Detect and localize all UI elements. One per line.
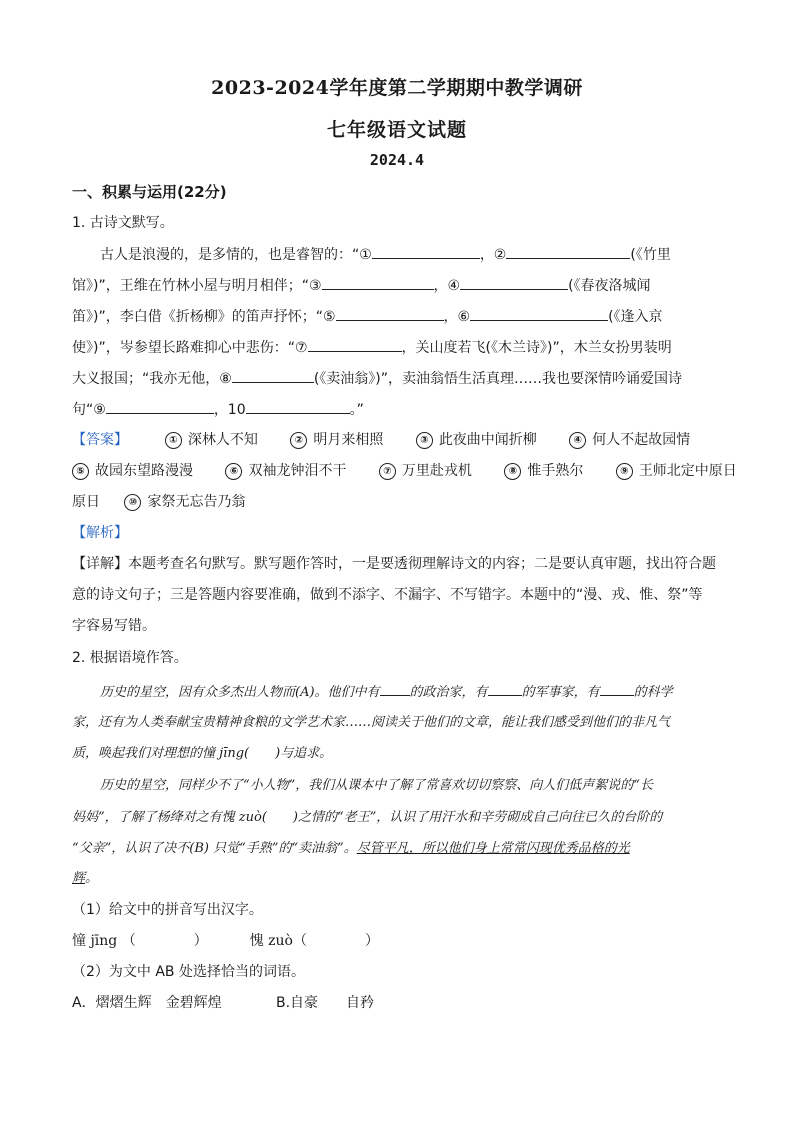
question-1-label: 1. 古诗文默写。 — [72, 215, 174, 231]
blank-9 — [106, 399, 214, 414]
answer-10: 家祭无忘告乃翁 — [147, 494, 246, 510]
page-subtitle: 七年级语文试题 — [326, 119, 467, 141]
passage-line-4: 历史的星空，同样少不了“小人物”，我们从课本中了解了常喜欢切切察察、向人们低声絮说的“长 — [100, 778, 653, 793]
blank-8 — [232, 368, 314, 383]
answer-5: 故园东望路漫漫 — [95, 463, 193, 479]
question-2-label: 2. 根据语境作答。 — [72, 650, 188, 666]
passage-line-1: 历史的星空，因有众多杰出人物而(A)。他们中有 的政治家，有 的军事家，有 的科学 — [100, 681, 673, 703]
underlined-sentence: 尽管平凡，所以他们身上常常闪现优秀品格的光 — [356, 841, 630, 856]
answer-row-1: 【答案】 ① 深林人不知 ② 明月来相照 ③ 此夜曲中闻折柳 ④ 何人不起故园情 — [72, 432, 691, 448]
passage-line-3: 质，唤起我们对理想的憧 jīng( )与追求。 — [72, 746, 333, 761]
passage-line-6: “父亲”，认识了决不(B) 只觉“手熟”的“卖油翁”。尽管平凡，所以他们身上常常闪现优秀品格的光 — [72, 841, 630, 856]
answer-9: 王师北定中原日 — [638, 463, 737, 479]
analysis-label: 【解析】 — [72, 525, 128, 541]
q1-line-4: 使》)”，岑参望长路难抑心中悲伤：“⑦ ，关山度若飞(《木兰诗》)”，木兰女扮男装明 — [72, 337, 672, 358]
q1-line-2: 馆》)”，王维在竹林小屋与明月相伴；“③ ，④ (《春夜洛城闻 — [72, 275, 651, 296]
answer-9-cont: 原日 — [72, 494, 100, 510]
detail-line-3: 字容易写错。 — [72, 618, 156, 634]
answer-6: 双袖龙钟泪不干 — [248, 463, 347, 479]
answer-2: 明月来相照 — [313, 432, 384, 448]
section-heading: 一、积累与运用(22分) — [72, 183, 227, 201]
answer-3: 此夜曲中闻折柳 — [438, 432, 537, 448]
q1-line-3: 笛》)”，李白借《折杨柳》的笛声抒怀；“⑤ ，⑥ (《逢入京 — [72, 306, 663, 327]
answer-row-3: 原日 ⑩ 家祭无忘告乃翁 — [72, 494, 246, 510]
blank-5 — [336, 306, 444, 321]
answer-4: 何人不起故园情 — [592, 432, 691, 448]
blank-10 — [246, 399, 350, 414]
passage-line-5: 妈妈”，了解了杨绛对之有愧 zuò( )之情的“老王”，认识了用汗水和辛劳砌成自己向往已久的台阶的 — [72, 810, 663, 825]
blank-2 — [506, 244, 630, 259]
blank-7 — [308, 337, 402, 352]
blank-4 — [460, 275, 568, 290]
q1-line-1: 古人是浪漫的，是多情的，也是睿智的：“① ，② (《竹里 — [100, 244, 671, 265]
answer-7: 万里赴戎机 — [401, 463, 472, 479]
detail-line-1: 【详解】本题考查名句默写。默写题作答时，一是要透彻理解诗文的内容；二是要认真审题，找出符合题 — [72, 556, 716, 572]
answer-label: 【答案】 — [72, 432, 128, 448]
answer-row-2: ⑤ 故园东望路漫漫 ⑥ 双袖龙钟泪不干 ⑦ 万里赴戎机 ⑧ 惟手熟尔 ⑨ 王师北定中原日 — [72, 461, 737, 481]
blank-3 — [322, 275, 434, 290]
q1-line-6: 句“⑨ ，10 。” — [72, 399, 364, 420]
option-a: A．熠熠生辉 金碧辉煌 — [72, 995, 222, 1011]
exam-date: 2024.4 — [369, 151, 425, 169]
blank-1 — [372, 244, 480, 259]
q1-line-5: 大义报国；“我亦无他，⑧ (《卖油翁》)”，卖油翁悟生活真理……我也要深情吟诵爱国诗 — [72, 368, 682, 389]
passage-line-2: 家，还有为人类奉献宝贵精神食粮的文学艺术家……阅读关于他们的文章，能让我们感受到他们的非凡气 — [72, 715, 671, 730]
answer-1: 深林人不知 — [187, 432, 258, 448]
pinyin-items: 憧 jīng （ ） 愧 zuò（ ） — [72, 933, 379, 949]
blank-6 — [470, 306, 608, 321]
option-b: B.自豪 自矜 — [276, 995, 375, 1011]
answer-8: 惟手熟尔 — [527, 463, 584, 479]
page-title: 2023-2024学年度第二学期期中教学调研 — [211, 77, 583, 99]
passage-line-7: 辉。 — [72, 871, 99, 886]
detail-line-2: 意的诗文句子；三是答题内容要准确，做到不添字、不漏字、不写错字。本题中的“漫、戎、惟、祭”等 — [72, 587, 703, 603]
sub-question-1: （1）给文中的拼音写出汉字。 — [72, 902, 263, 918]
sub-question-2: （2）为文中 AB 处选择恰当的词语。 — [72, 964, 305, 980]
